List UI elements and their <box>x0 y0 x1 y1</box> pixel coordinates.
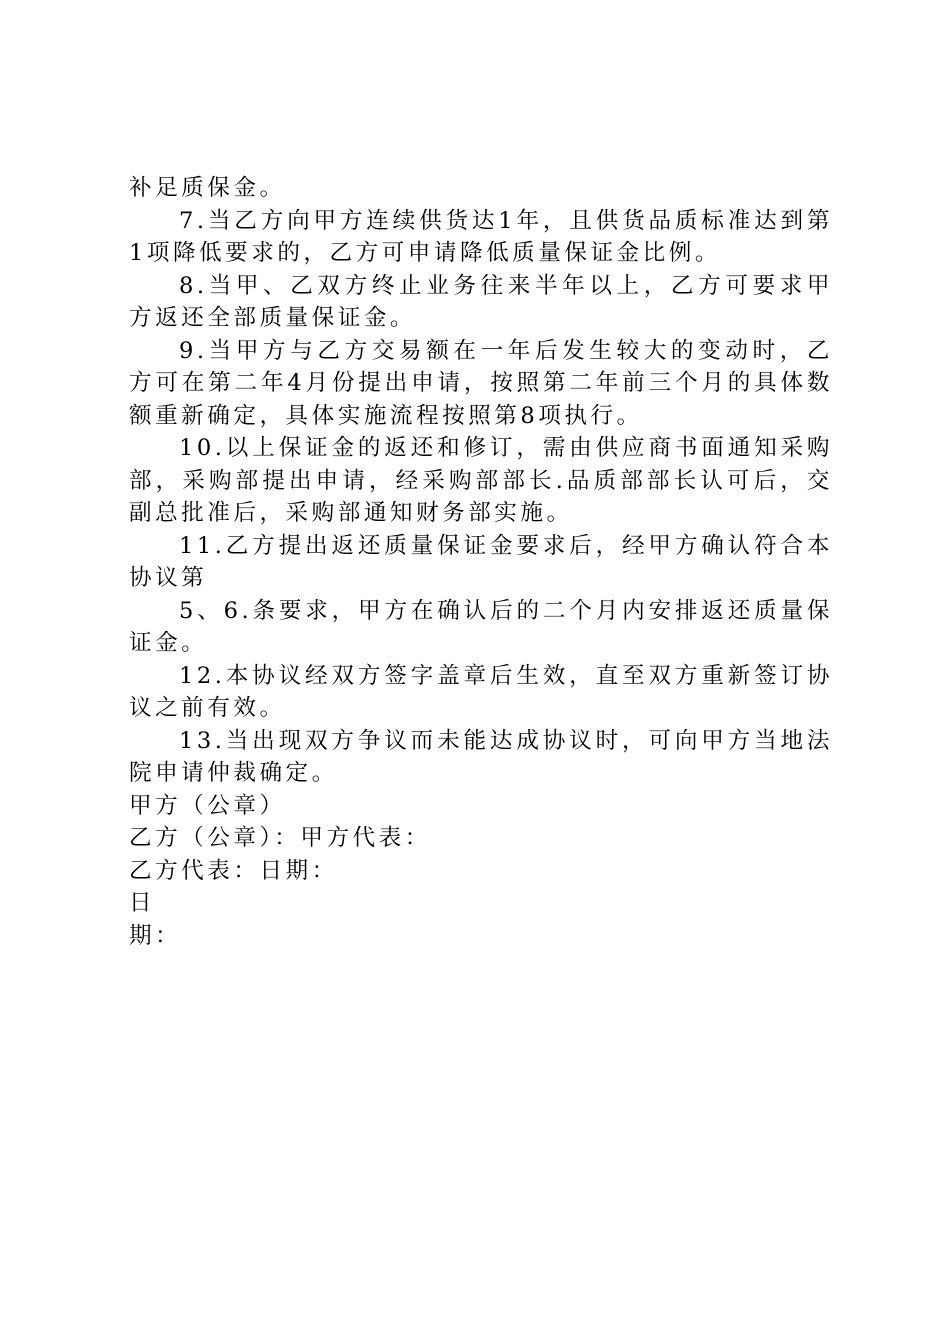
party-b-seal-line: 乙方（公章）：甲方代表： <box>129 825 431 851</box>
clause-12: 12.本协议经双方签字盖章后生效，直至双方重新签订协议之前有效。 <box>129 662 833 721</box>
date-line-day: 日 <box>129 890 156 916</box>
paragraph-continuation: 补足质保金。 <box>129 175 286 201</box>
date-line-label: 期： <box>129 922 182 949</box>
party-b-representative-line: 乙方代表：日期： <box>129 857 338 884</box>
clause-11-continued: 5、6.条要求，甲方在确认后的二个月内安排返还质量保证金。 <box>129 597 833 656</box>
clause-13: 13.当出现双方争议而未能达成协议时，可向甲方当地法院申请仲裁确定。 <box>129 727 833 786</box>
document-body <box>129 172 833 952</box>
clause-7: 7.当乙方向甲方连续供货达1年，且供货品质标准达到第1项降低要求的，乙方可申请降低质量保证金比例。 <box>129 207 833 266</box>
party-a-seal-line: 甲方（公章） <box>129 792 286 819</box>
clause-11: 11.乙方提出返还质量保证金要求后，经甲方确认符合本协议第 <box>129 532 833 591</box>
clause-8: 8.当甲、乙双方终止业务往来半年以上，乙方可要求甲方返还全部质量保证金。 <box>129 272 833 331</box>
clause-9: 9.当甲方与乙方交易额在一年后发生较大的变动时，乙方可在第二年4月份提出申请，按照第二年前三个月的具体数额重新确定，具体实施流程按照第8项执行。 <box>129 337 833 429</box>
clause-10: 10.以上保证金的返还和修订，需由供应商书面通知采购部，采购部提出申请，经采购部部长.品质部部长认可后，交副总批准后，采购部通知财务部实施。 <box>129 435 833 526</box>
